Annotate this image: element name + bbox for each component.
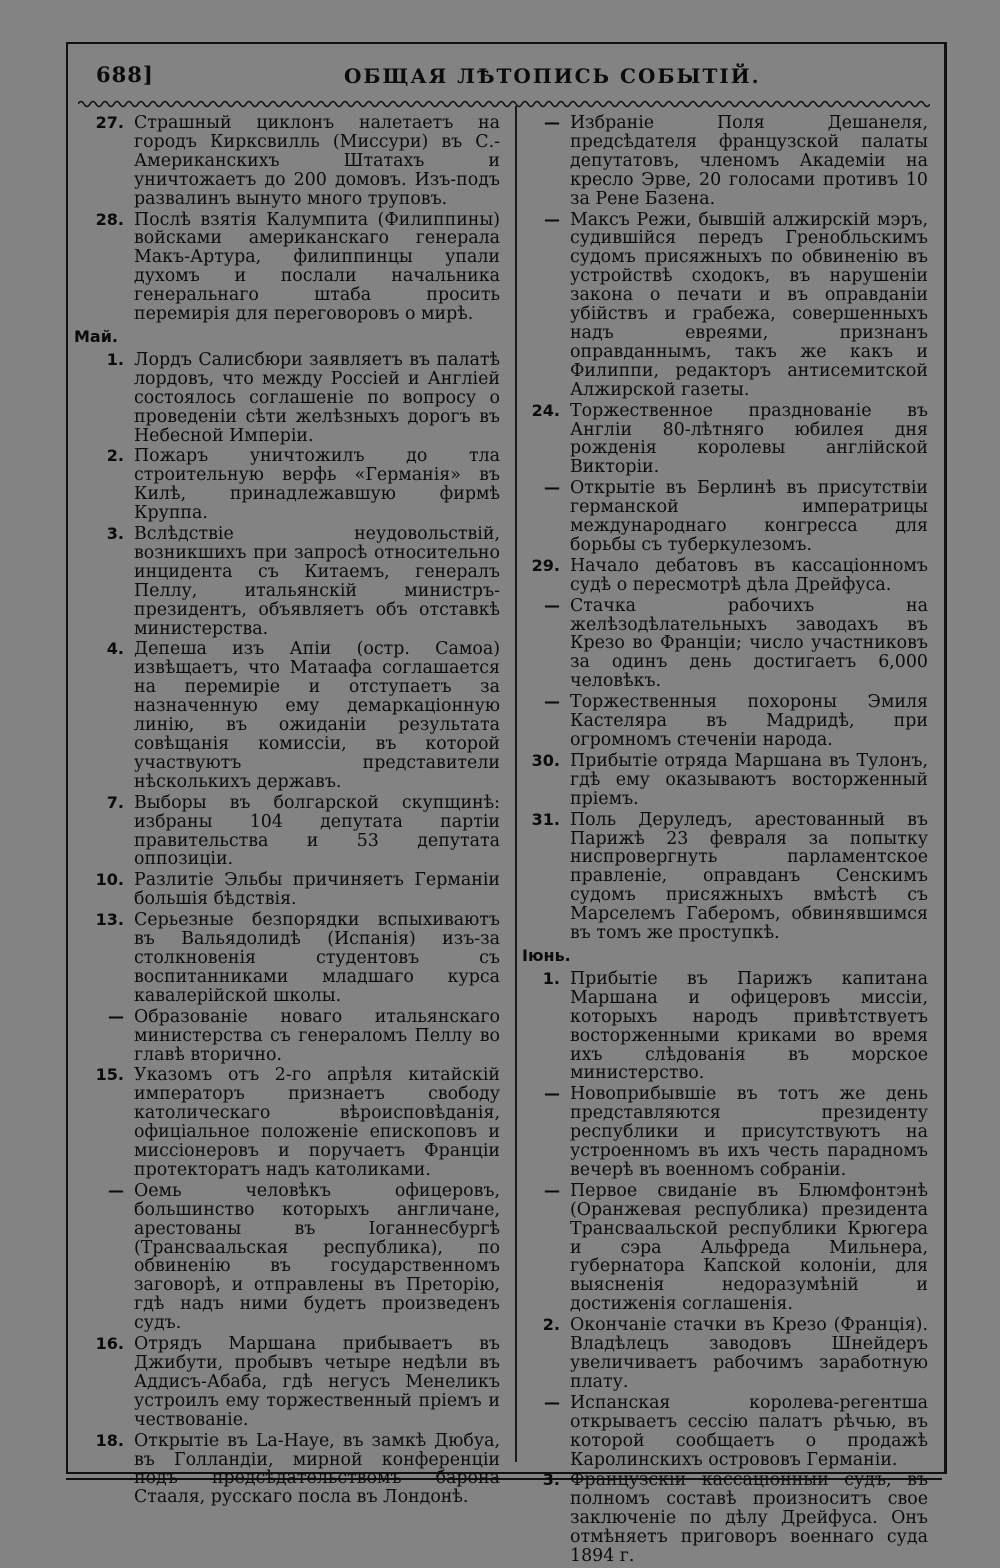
running-title: ОБЩАЯ ЛѢТОПИСЬ СОБЫТІЙ. <box>344 64 761 88</box>
right-column <box>520 114 928 1568</box>
chronicle-entry <box>72 447 500 523</box>
chronicle-entry <box>520 752 928 809</box>
entry-day: — <box>544 478 560 498</box>
chronicle-entry <box>72 794 500 870</box>
chronicle-entry <box>72 911 500 1006</box>
entry-text: Пожаръ уничтожилъ до тла строительную верфь «Германія» въ Килѣ, принадлежавшую фирмѣ Круппа. <box>134 446 500 524</box>
entry-day: — <box>544 595 560 615</box>
entry-day: 16. <box>95 1334 124 1354</box>
chronicle-entry <box>520 1182 928 1314</box>
entry-text: Открытіе въ La-Haye, въ замкѣ Дюбуа, въ Голландіи, мирной конференціи подъ предсѣдательствомъ барона Стааля, русскаго посла въ Лондонѣ. <box>134 1430 500 1508</box>
entry-day: 13. <box>95 910 124 930</box>
entry-text: Первое свиданіе въ Блюмфонтэнѣ (Оранжевая республика) президента Трансваальской республики Крюгера и сэра Альфреда Мильнера, губернатора Капской колоніи, для выясненія недоразумѣній и достиженія соглашенія. <box>570 1180 928 1315</box>
chronicle-entry <box>72 114 500 209</box>
chronicle-entry <box>72 1008 500 1065</box>
entry-text: Новоприбывшіе въ тотъ же день представляются президенту республики и присутствуютъ на устроенномъ въ ихъ честь парадномъ вечерѣ въ военномъ собраніи. <box>570 1084 928 1180</box>
entry-text: Вслѣдствіе неудовольствій, возникшихъ при запросѣ относительно инцидента съ Китаемъ, генералъ Пеллу, итальянскій министръ-президентъ, объявляетъ объ отставкѣ министерства. <box>134 524 500 639</box>
entry-text: Выборы въ болгарской скупщинѣ: избраны 104 депутата партіи правительства и 53 депутата оппозиціи. <box>134 792 500 870</box>
entry-day: — <box>544 209 560 229</box>
entry-text: Лордъ Салисбюри заявляетъ въ палатѣ лордовъ, что между Россіей и Англіей состоялось соглашеніе по вопросу о проведеніи сѣти желѣзныхъ дорогъ въ Небесной Имперіи. <box>134 349 500 446</box>
chronicle-entry <box>72 871 500 909</box>
entry-day: 27. <box>95 113 124 132</box>
entry-day: 15. <box>95 1065 124 1085</box>
entry-day: — <box>544 1084 560 1104</box>
chronicle-entry <box>520 557 928 595</box>
chronicle-entry <box>520 1085 928 1180</box>
entry-day: 2. <box>542 1315 560 1335</box>
left-column <box>72 114 500 1509</box>
chronicle-entry <box>72 640 500 791</box>
entry-text: Послѣ взятія Калумпита (Филиппины) войсками американскаго генерала Макъ-Артура, филиппинцы упали духомъ и послали начальника генеральнаго штаба просить перемирія для переговоровъ о мирѣ. <box>134 209 500 325</box>
chronicle-entry <box>520 597 928 692</box>
chronicle-entry <box>520 402 928 478</box>
chronicle-entry <box>520 693 928 750</box>
chronicle-entry <box>72 211 500 324</box>
entry-day: 28. <box>95 209 124 229</box>
entry-day: 31. <box>531 809 560 829</box>
chronicle-entry <box>520 1394 928 1470</box>
entry-text: Отрядъ Маршана прибываетъ въ Джибути, пробывъ четыре недѣли въ Аддисъ-Абаба, гдѣ негусъ Менеликъ устроилъ ему торжественный пріемъ и чествованіе. <box>134 1334 500 1430</box>
chronicle-entry <box>72 1432 500 1508</box>
left-month-entries <box>72 351 500 1507</box>
chronicle-entry <box>72 1335 500 1430</box>
entry-text: Окончаніе стачки въ Крезо (Франція). Владѣлецъ заводовъ Шнейдеръ увеличиваетъ рабочимъ заработную плату. <box>570 1315 928 1392</box>
entry-day: — <box>544 113 560 132</box>
chronicle-entry <box>520 211 928 400</box>
entry-text: Страшный циклонъ налетаетъ на городъ Кирксвилль (Миссури) въ С.-Американскихъ Штатахъ и уничтожаетъ до 200 домовъ. Изъ-подъ развалинъ вынуто много труповъ. <box>134 113 500 209</box>
chronicle-entry <box>520 114 928 209</box>
entry-day: — <box>544 1180 560 1200</box>
entry-day: — <box>108 1006 124 1026</box>
entry-day: — <box>544 1392 560 1412</box>
right-top-entries <box>520 114 928 943</box>
entry-text: Образованіе новаго итальянскаго министерства съ генераломъ Пеллу во главѣ вторично. <box>134 1006 500 1065</box>
entry-text: Указомъ отъ 2-го апрѣля китайскій императоръ признаетъ свободу католическаго вѣроисповѣданія, офиціальное положеніе епископовъ и миссіонеровъ и поручаетъ Франціи протекторатъ надъ католиками. <box>134 1065 500 1180</box>
month-heading-may: Май. <box>74 326 119 346</box>
right-month-entries <box>520 970 928 1566</box>
entry-text: Стачка рабочихъ на желѣзодѣлательныхъ заводахъ въ Крезо во Франціи; число участниковъ за одинъ день достигаетъ 6,000 человѣкъ. <box>570 595 928 692</box>
month-heading-june: Іюнь. <box>522 945 571 965</box>
entry-text: Открытіе въ Берлинѣ въ присутствіи германской императрицы международнаго конгресса для борьбы съ туберкулезомъ. <box>570 478 928 555</box>
entry-day: 18. <box>95 1430 124 1450</box>
wavy-rule <box>78 98 930 110</box>
entry-day: 24. <box>531 400 560 420</box>
entry-day: 3. <box>542 1470 560 1490</box>
entry-text: Начало дебатовъ въ кассаціонномъ судѣ о пересмотрѣ дѣла Дрейфуса. <box>570 555 928 595</box>
entry-text: Прибытіе въ Парижъ капитана Маршана и офицеровъ миссіи, которыхъ народъ привѣтствуетъ восторженными криками во время ихъ слѣдованія въ морское министерство. <box>570 968 928 1084</box>
entry-day: 10. <box>95 870 124 890</box>
entry-text: Французскій кассаціонный судъ, въ полномъ составѣ произноситъ свое заключеніе по дѣлу Дрейфуса. Онъ отмѣняетъ приговоръ военнаго суда 1894 г. <box>570 1470 928 1567</box>
entry-day: 7. <box>106 792 124 812</box>
entry-day: — <box>544 692 560 712</box>
entry-text: Депеша изъ Апіи (остр. Самоа) извѣщаетъ, что Матаафа соглашается на перемиріе и отступаетъ за назначенную ему демаркаціонную линію, въ ожиданіи результата совѣщанія комиссіи, въ которой участвуютъ представители нѣсколькихъ державъ. <box>134 639 500 792</box>
entry-text: Избраніе Поля Дешанеля, предсѣдателя французской палаты депутатовъ, членомъ Академіи на кресло Эрве, 20 голосами противъ 10 за Рене Базена. <box>570 113 928 209</box>
entry-text: Оемь человѣкъ офицеровъ, большинство которыхъ англичане, арестованы въ Іоганнесбургѣ (Трансваальская республика), по обвиненію въ государственномъ заговорѣ, и отправлены въ Преторію, гдѣ надъ ними будетъ произведенъ судъ. <box>134 1180 500 1334</box>
column-divider <box>515 106 517 1462</box>
entry-day: 1. <box>542 968 560 988</box>
entry-day: 30. <box>531 750 560 770</box>
chronicle-entry <box>520 1471 928 1566</box>
entry-text: Максъ Режи, бывшій алжирскій мэръ, судившійся передъ Гренобльскимъ судомъ присяжныхъ по обвиненію въ устройствѣ сходокъ, въ нарушеніи закона о печати и въ оправданіи убійствъ и грабежа, совершенныхъ надъ евреями, признанъ оправданнымъ, такъ же какъ и Филиппи, редакторъ антисемитской Алжирской газеты. <box>570 209 928 400</box>
entry-text: Торжественныя похороны Эмиля Кастеляра въ Мадридѣ, при огромномъ стеченіи народа. <box>570 692 928 750</box>
chronicle-entry <box>72 1182 500 1333</box>
left-top-entries <box>72 114 500 324</box>
page-number: 688] <box>96 62 154 87</box>
entry-text: Торжественное празднованіе въ Англіи 80-лѣтняго юбилея дня рожденія королевы англійской Викторіи. <box>570 400 928 478</box>
chronicle-entry <box>72 351 500 446</box>
entry-day: 29. <box>531 555 560 575</box>
entry-day: — <box>108 1180 124 1200</box>
entry-text: Прибытіе отряда Маршана въ Тулонъ, гдѣ ему оказываютъ восторженный пріемъ. <box>570 750 928 809</box>
chronicle-entry <box>72 525 500 638</box>
entry-text: Разлитіе Эльбы причиняетъ Германіи большія бѣдствія. <box>134 870 500 910</box>
entry-text: Серьезные безпорядки вспыхиваютъ въ Вальядолидѣ (Испанія) изъ-за столкновенія студентовъ съ воспитанниками младшаго курса кавалерійской школы. <box>134 910 500 1006</box>
entry-day: 1. <box>106 349 124 369</box>
page-header <box>96 60 926 96</box>
chronicle-entry <box>520 479 928 555</box>
entry-text: Испанская королева-регентша открываетъ сессію палатъ рѣчью, въ которой сообщаетъ о продажѣ Каролинскихъ острововъ Германіи. <box>570 1392 928 1470</box>
chronicle-entry <box>520 970 928 1083</box>
chronicle-entry <box>520 811 928 943</box>
chronicle-entry <box>72 1066 500 1179</box>
entry-day: 2. <box>106 446 124 466</box>
chronicle-entry <box>520 1316 928 1392</box>
entry-text: Поль Деруледъ, арестованный въ Парижѣ 23 февраля за попытку ниспровергнуть парламентское правленіе, оправданъ Сенскимъ судомъ присяжныхъ вмѣстѣ съ Марселемъ Габеромъ, обвинявшимся въ томъ же проступкѣ. <box>570 809 928 944</box>
entry-day: 3. <box>106 524 124 544</box>
entry-day: 4. <box>106 639 124 659</box>
